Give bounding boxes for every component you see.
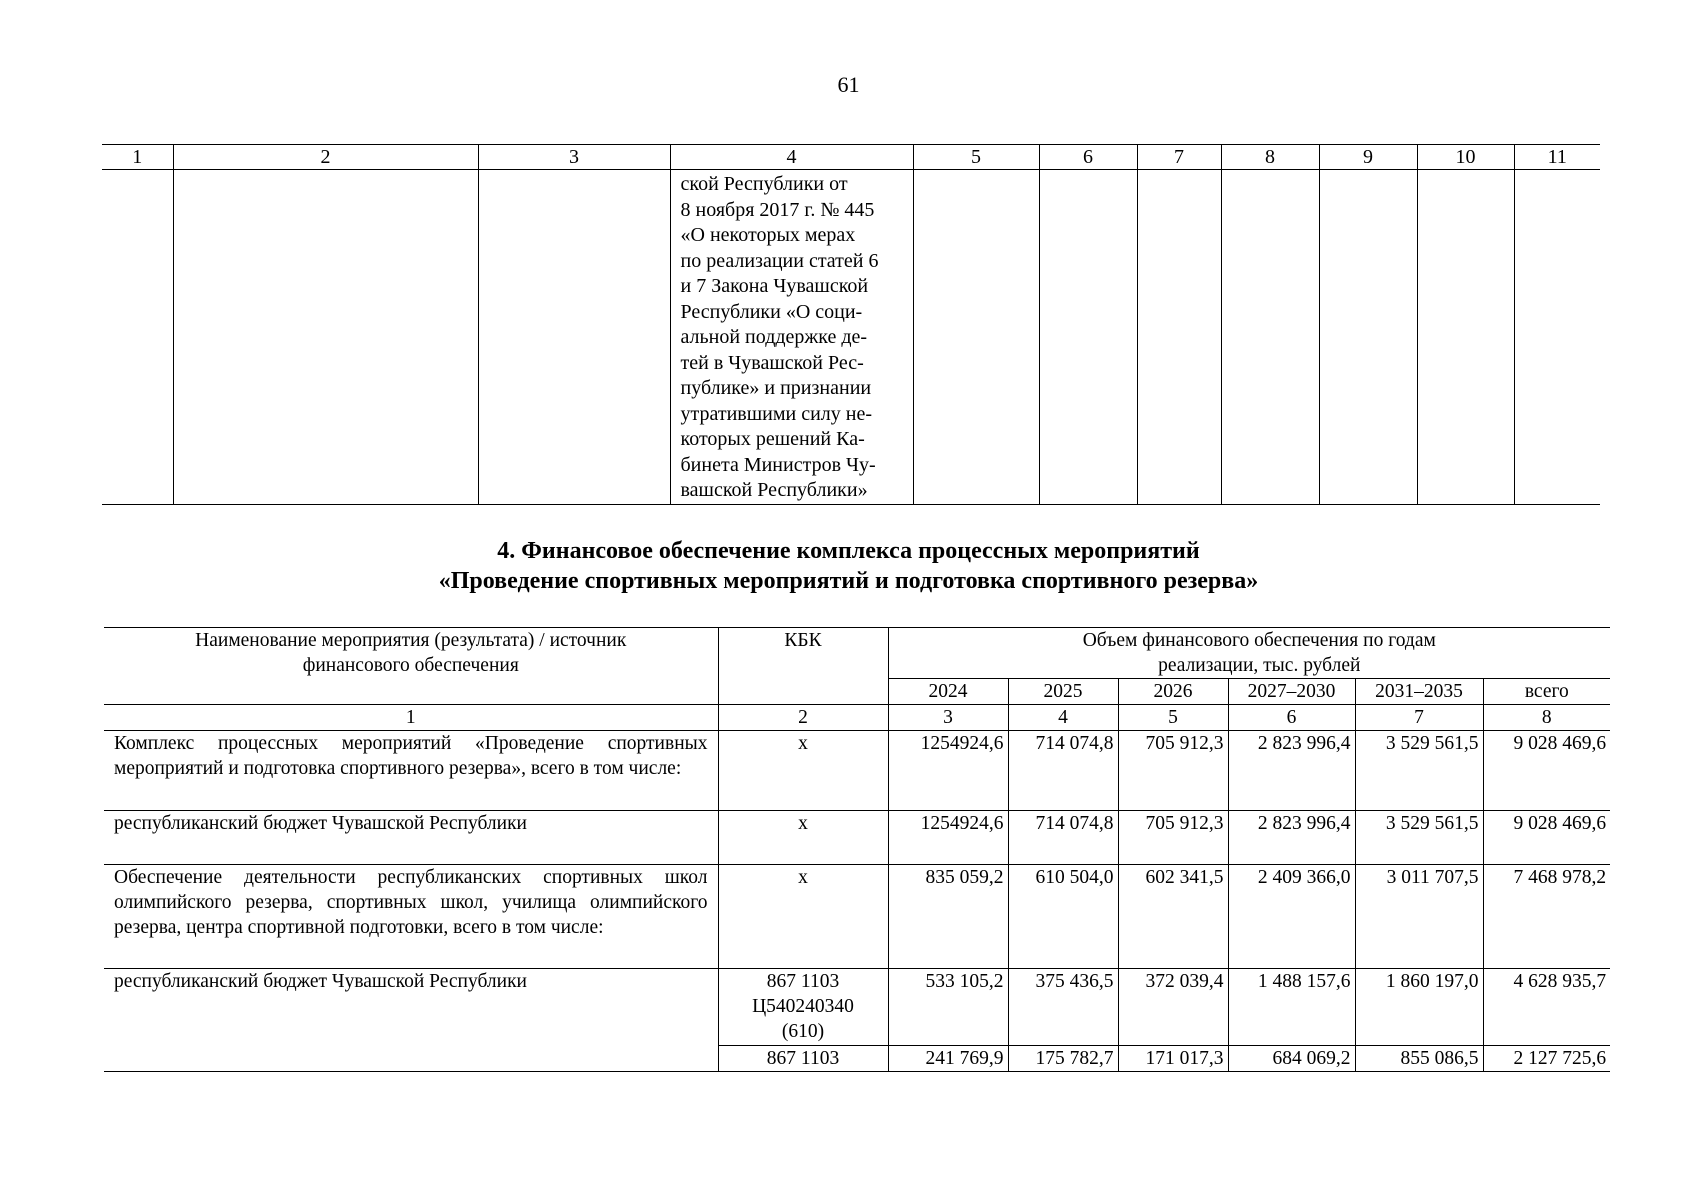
column-number: 2 <box>173 145 478 170</box>
value-cell: 1254924,6 <box>888 811 1008 865</box>
value-cell: 835 059,2 <box>888 865 1008 969</box>
value-cell: 684 069,2 <box>1228 1046 1355 1072</box>
column-number: 1 <box>104 705 718 731</box>
section-title <box>0 536 1697 596</box>
row-name: Комплекс процессных мероприятий «Проведение спортивных мероприятий и подготовка спортивного резерва», всего в том числе: <box>104 731 718 811</box>
value-cell: 175 782,7 <box>1008 1046 1118 1072</box>
value-cell: 705 912,3 <box>1118 811 1228 865</box>
continuation-table <box>102 144 1600 505</box>
header-volume: Объем финансового обеспечения по годам реализации, тыс. рублей <box>888 628 1610 679</box>
value-cell: 375 436,5 <box>1008 969 1118 1046</box>
column-number: 4 <box>670 145 913 170</box>
table-cell <box>1039 170 1137 505</box>
value-cell: 2 409 366,0 <box>1228 865 1355 969</box>
column-number: 5 <box>913 145 1039 170</box>
value-cell: 3 011 707,5 <box>1355 865 1483 969</box>
page-number: 61 <box>837 72 860 97</box>
column-number: 6 <box>1228 705 1355 731</box>
row-name: республиканский бюджет Чувашской Республики <box>104 811 718 865</box>
column-number: 6 <box>1039 145 1137 170</box>
table-cell <box>478 170 670 505</box>
value-cell: 1 488 157,6 <box>1228 969 1355 1046</box>
row-kbk: x <box>718 865 888 969</box>
value-cell: 2 823 996,4 <box>1228 731 1355 811</box>
year-header: 2027–2030 <box>1228 679 1355 705</box>
year-header: всего <box>1483 679 1610 705</box>
value-cell: 714 074,8 <box>1008 731 1118 811</box>
table-cell <box>1137 170 1221 505</box>
column-number: 11 <box>1514 145 1600 170</box>
value-cell: 2 127 725,6 <box>1483 1046 1610 1072</box>
value-cell: 855 086,5 <box>1355 1046 1483 1072</box>
year-header: 2025 <box>1008 679 1118 705</box>
column-number-row <box>102 145 1600 170</box>
table-row <box>104 865 1610 969</box>
value-cell: 610 504,0 <box>1008 865 1118 969</box>
year-header: 2026 <box>1118 679 1228 705</box>
finance-table <box>104 627 1610 1072</box>
legal-reference-text: ской Республики от 8 ноября 2017 г. № 445 «О некоторых мерах по реализации статей 6 и 7 Закона Чувашской Республики «О соци- альной поддержке де- тей в Чувашской Рес- публике» и признании утратившими силу не- которых решений Ка- бинета Министров Чу- вашской Республики» <box>680 173 879 501</box>
column-number: 9 <box>1319 145 1417 170</box>
value-cell: 602 341,5 <box>1118 865 1228 969</box>
column-number: 5 <box>1118 705 1228 731</box>
value-cell: 1254924,6 <box>888 731 1008 811</box>
row-kbk: 867 1103 <box>718 1046 888 1072</box>
section-title-line: 4. Финансовое обеспечение комплекса процессных мероприятий <box>497 538 1200 564</box>
value-cell: 4 628 935,7 <box>1483 969 1610 1046</box>
table-cell <box>102 170 173 505</box>
column-number: 3 <box>478 145 670 170</box>
column-number: 8 <box>1221 145 1319 170</box>
header-kbk: КБК <box>718 628 888 705</box>
table-cell <box>173 170 478 505</box>
row-kbk: x <box>718 731 888 811</box>
column-number: 2 <box>718 705 888 731</box>
table-row <box>102 170 1600 505</box>
value-cell: 1 860 197,0 <box>1355 969 1483 1046</box>
section-title-line: «Проведение спортивных мероприятий и подготовка спортивного резерва» <box>438 568 1259 594</box>
column-number: 8 <box>1483 705 1610 731</box>
value-cell: 2 823 996,4 <box>1228 811 1355 865</box>
value-cell: 7 468 978,2 <box>1483 865 1610 969</box>
row-kbk: x <box>718 811 888 865</box>
value-cell: 241 769,9 <box>888 1046 1008 1072</box>
column-number: 7 <box>1355 705 1483 731</box>
column-number: 10 <box>1417 145 1514 170</box>
value-cell: 171 017,3 <box>1118 1046 1228 1072</box>
table-row <box>104 969 1610 1046</box>
column-number: 7 <box>1137 145 1221 170</box>
table-row <box>104 731 1610 811</box>
value-cell: 9 028 469,6 <box>1483 731 1610 811</box>
row-kbk: 867 1103 Ц540240340 (610) <box>718 969 888 1046</box>
header-name: Наименование мероприятия (результата) / источник финансового обеспечения <box>104 628 718 705</box>
table-cell <box>1319 170 1417 505</box>
table-cell <box>1221 170 1319 505</box>
value-cell: 714 074,8 <box>1008 811 1118 865</box>
table-cell <box>1514 170 1600 505</box>
row-name: Обеспечение деятельности республиканских спортивных школ олимпийского резерва, спортивных школ, училища олимпийского резерва, центра спортивной подготовки, всего в том числе: <box>104 865 718 969</box>
column-number-row <box>104 705 1610 731</box>
value-cell: 533 105,2 <box>888 969 1008 1046</box>
value-cell: 3 529 561,5 <box>1355 811 1483 865</box>
column-number: 3 <box>888 705 1008 731</box>
column-number: 1 <box>102 145 173 170</box>
value-cell: 705 912,3 <box>1118 731 1228 811</box>
value-cell: 3 529 561,5 <box>1355 731 1483 811</box>
table-cell <box>1417 170 1514 505</box>
column-number: 4 <box>1008 705 1118 731</box>
year-header: 2031–2035 <box>1355 679 1483 705</box>
year-header: 2024 <box>888 679 1008 705</box>
table-cell <box>913 170 1039 505</box>
value-cell: 9 028 469,6 <box>1483 811 1610 865</box>
header-row <box>104 628 1610 679</box>
table-cell <box>670 170 913 505</box>
row-name: республиканский бюджет Чувашской Республики <box>104 969 718 1072</box>
value-cell: 372 039,4 <box>1118 969 1228 1046</box>
table-row <box>104 811 1610 865</box>
